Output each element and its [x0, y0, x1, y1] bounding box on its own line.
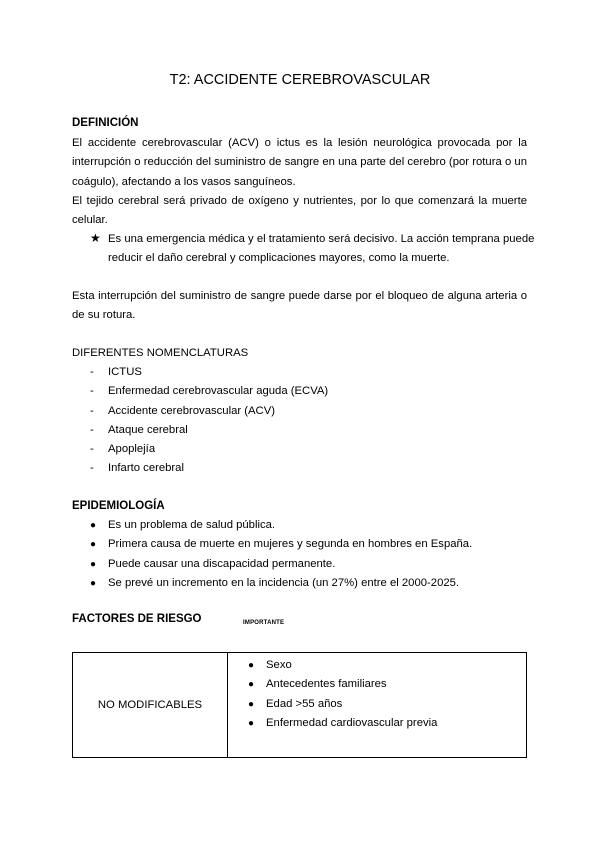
- risk-factors-table: [72, 652, 527, 758]
- list-item: ● Puede causar una discapacidad permanente.: [90, 555, 472, 574]
- epidemiologia-heading: EPIDEMIOLOGÍA: [72, 500, 165, 512]
- list-item: ● Sexo: [248, 656, 526, 675]
- text-line: interrupción o reducción del suministro de sangre en una parte del cerebro (por rotura o un: [72, 156, 527, 169]
- text-line: de su rotura.: [72, 309, 136, 322]
- bullet-icon: ●: [248, 698, 255, 710]
- epidemiologia-list: [90, 516, 472, 593]
- text-line: celular.: [72, 214, 108, 227]
- text-line: El tejido cerebral será privado de oxígeno y nutrientes, por lo que comenzará la muerte: [72, 195, 527, 207]
- definicion-heading: DEFINICIÓN: [72, 117, 139, 129]
- definicion-paragraph-3: [72, 287, 527, 326]
- bullet-icon: ●: [248, 679, 255, 691]
- row-label: NO MODIFICABLES: [73, 653, 228, 758]
- page-title: T2: ACCIDENTE CEREBROVASCULAR: [169, 72, 431, 88]
- text-line: Es una emergencia médica y el tratamiento será decisivo. La acción temprana puede: [108, 233, 535, 245]
- text-line: reducir el daño cerebral y complicaciones mayores, como la muerte.: [108, 252, 450, 265]
- nomenclaturas-heading: DIFERENTES NOMENCLATURAS: [72, 347, 249, 359]
- list-item: ● Enfermedad cardiovascular previa: [248, 714, 526, 733]
- bullet-icon: ●: [90, 520, 97, 531]
- bullet-icon: ●: [248, 660, 255, 671]
- list-item: ● Antecedentes familiares: [248, 675, 526, 694]
- star-note: [108, 230, 535, 269]
- text-line: El accidente cerebrovascular (ACV) o ictus es la lesión neurológica provocada por la: [72, 137, 527, 149]
- text-line: coágulo), afectando a los vasos sanguíneos.: [72, 175, 296, 188]
- list-item: - Accidente cerebrovascular (ACV): [90, 404, 276, 417]
- list-item: - Enfermedad cerebrovascular aguda (ECVA): [90, 385, 329, 398]
- list-item: ● Es un problema de salud pública.: [90, 516, 472, 535]
- list-item: - Apoplejía: [90, 443, 156, 456]
- text-line: Esta interrupción del suministro de sangre puede darse por el bloqueo de alguna arteria o: [72, 290, 527, 302]
- nomenclaturas-list: [90, 363, 328, 479]
- bullet-icon: ●: [90, 539, 97, 551]
- list-item: ● Primera causa de muerte en mujeres y segunda en hombres en España.: [90, 535, 472, 554]
- list-item: - Ataque cerebral: [90, 423, 188, 436]
- definicion-paragraph-2: [72, 192, 527, 231]
- list-item: ● Edad >55 años: [248, 695, 526, 714]
- definicion-paragraph-1: [72, 134, 527, 192]
- list-item: ● Se prevé un incremento en la incidencia (un 27%) entre el 2000-2025.: [90, 574, 472, 593]
- importante-note: IMPORTANTE: [243, 620, 285, 626]
- bullet-icon: ●: [248, 717, 255, 729]
- list-item: - Infarto cerebral: [90, 462, 184, 475]
- star-bullet-icon: ★: [90, 231, 101, 245]
- bullet-icon: ●: [90, 558, 97, 570]
- list-item: - ICTUS: [90, 366, 142, 378]
- risk-factors-list: [228, 656, 526, 733]
- table-row: [73, 653, 527, 758]
- factores-heading: FACTORES DE RIESGO: [72, 613, 202, 625]
- bullet-icon: ●: [90, 577, 97, 589]
- row-items-cell: [228, 653, 527, 758]
